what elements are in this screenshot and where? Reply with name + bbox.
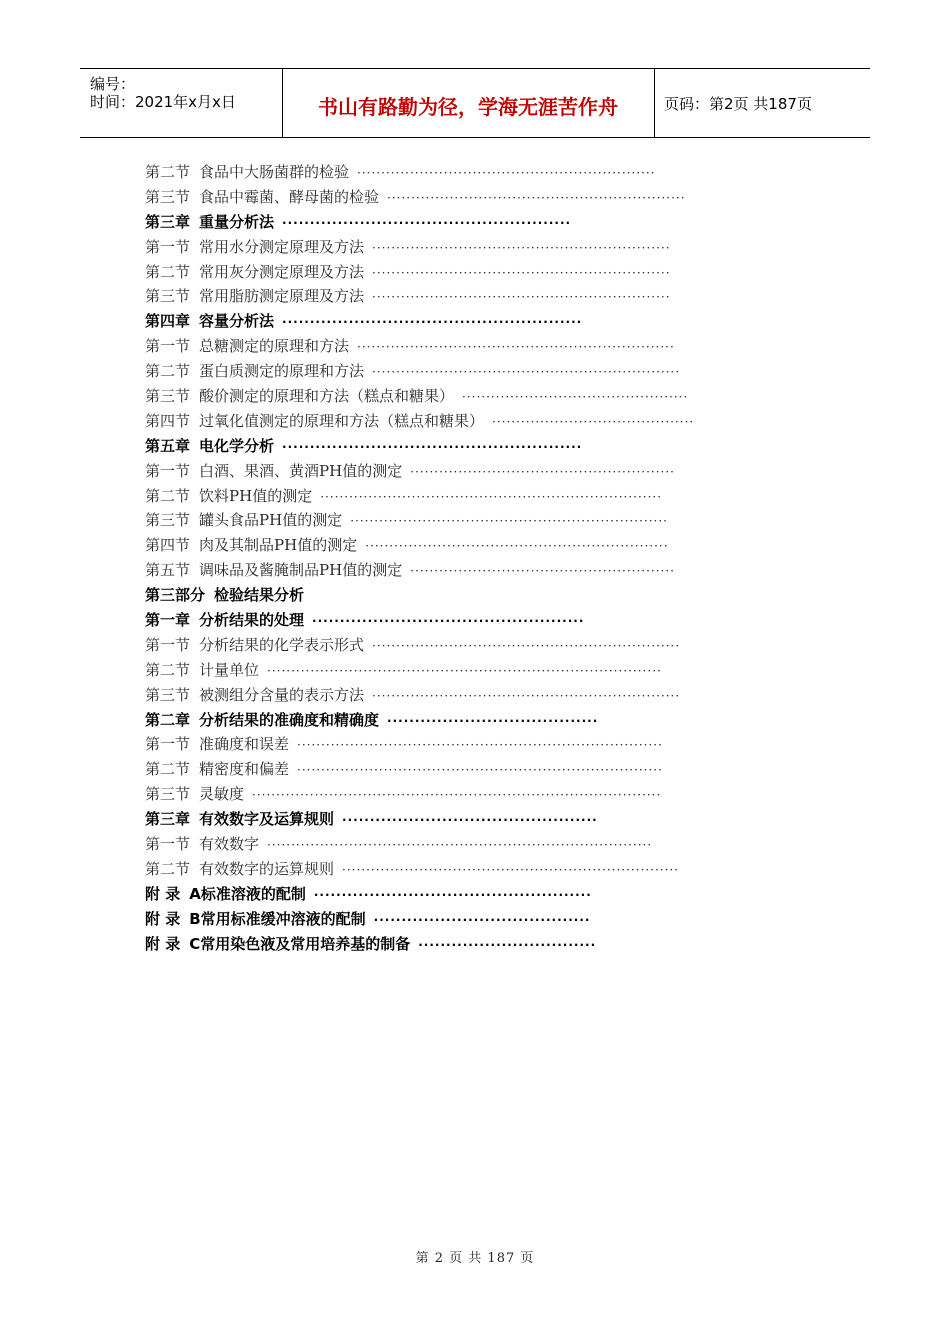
toc-entry-title: 过氧化值测定的原理和方法（糕点和糖果） [199,411,485,430]
toc-entry-title: 灵敏度 [199,785,245,804]
toc-section-entry[interactable] [145,334,785,359]
toc-chapter-entry[interactable] [145,583,785,608]
toc-entry-title: 精密度和偏差 [199,760,290,779]
doc-date-label: 时间：2021年x月x日 [90,93,236,111]
header-page-info: 页码：第2页 共187页 [664,95,812,113]
toc-section-entry[interactable] [145,558,785,583]
toc-dot-leader: ····················································································· [252,788,662,803]
toc-section-entry[interactable] [145,260,785,285]
header-page-cell [654,69,870,137]
toc-entry-label: 第二节 [145,486,191,505]
header-motto-cell [282,69,655,137]
toc-section-entry[interactable] [145,508,785,533]
toc-entry-title: 白酒、果酒、黄酒PH值的测定 [199,461,403,480]
toc-dot-leader: ··············································· [462,390,689,405]
toc-entry-title: 有效数字及运算规则 [199,810,335,829]
page-footer: 第 2 页 共 187 页 [415,1251,535,1266]
toc-entry-label: 第二章 [145,710,191,729]
toc-entry-title: 检验结果分析 [214,586,305,605]
page-header [80,68,870,138]
toc-entry-title: B常用标准缓冲溶液的配制 [189,909,366,928]
toc-entry-label: 第二节 [145,760,191,779]
toc-entry-label: 第五节 [145,561,191,580]
toc-entry-label: 第一节 [145,337,191,356]
toc-dot-leader: ···················································· [282,215,572,230]
toc-section-entry[interactable] [145,284,785,309]
toc-dot-leader: ······························································ [372,265,671,280]
toc-section-entry[interactable] [145,235,785,260]
toc-chapter-entry[interactable] [145,210,785,235]
toc-section-entry[interactable] [145,459,785,484]
toc-dot-leader: ················································································ [267,838,653,853]
header-motto: 书山有路勤为径，学海无涯苦作舟 [318,95,618,119]
toc-section-entry[interactable] [145,658,785,683]
toc-dot-leader: ······················································· [410,464,675,479]
toc-entry-label: 第二节 [145,362,191,381]
toc-section-entry[interactable] [145,832,785,857]
toc-dot-leader: ·················································· [313,887,592,902]
toc-entry-title: 有效数字的运算规则 [199,859,335,878]
table-of-contents [145,160,785,957]
toc-entry-title: 分析结果的化学表示形式 [199,635,365,654]
toc-entry-title: 重量分析法 [199,212,275,231]
toc-entry-title: A标准溶液的配制 [189,884,306,903]
toc-entry-title: 容量分析法 [199,312,275,331]
toc-section-entry[interactable] [145,409,785,434]
toc-entry-label: 第三节 [145,785,191,804]
toc-entry-label: 第五章 [145,436,191,455]
toc-entry-label: 第三节 [145,685,191,704]
toc-section-entry[interactable] [145,782,785,807]
toc-entry-label: 第一节 [145,835,191,854]
toc-entry-title: C常用染色液及常用培养基的制备 [189,934,411,953]
toc-entry-label: 第二节 [145,859,191,878]
toc-section-entry[interactable] [145,683,785,708]
toc-entry-title: 食品中大肠菌群的检验 [199,163,350,181]
toc-chapter-entry[interactable] [145,708,785,733]
toc-entry-title: 有效数字 [199,835,260,854]
toc-chapter-entry[interactable] [145,907,785,932]
toc-dot-leader: ······························································· [365,539,669,554]
toc-entry-label: 第三节 [145,387,191,406]
header-meta-cell [80,69,283,137]
toc-entry-label: 第一节 [145,735,191,754]
toc-chapter-entry[interactable] [145,608,785,633]
toc-dot-leader: ·································································· [357,340,675,355]
toc-entry-title: 常用水分测定原理及方法 [199,237,365,256]
toc-dot-leader: ······································································· [320,489,663,504]
toc-section-entry[interactable] [145,732,785,757]
toc-entry-label: 第四节 [145,411,191,430]
toc-dot-leader: ·································································· [350,514,668,529]
toc-entry-label: 第三章 [145,212,191,231]
toc-dot-leader: ······································· [373,912,591,927]
toc-entry-label: 第三节 [145,187,191,206]
toc-entry-label: 第一节 [145,237,191,256]
toc-entry-title: 被测组分含量的表示方法 [199,685,365,704]
toc-dot-leader: ············································································ [297,763,663,778]
toc-entry-title: 食品中霉菌、酵母菌的检验 [199,187,380,206]
toc-entry-title: 总糖测定的原理和方法 [199,337,350,356]
toc-entry-title: 计量单位 [199,660,260,679]
toc-entry-title: 调味品及酱腌制品PH值的测定 [199,561,403,580]
toc-entry-label: 第三节 [145,287,191,306]
toc-section-entry[interactable] [145,185,785,210]
toc-entry-title: 肉及其制品PH值的测定 [199,536,358,555]
toc-chapter-entry[interactable] [145,434,785,459]
toc-dot-leader: ································································ [372,688,681,703]
toc-dot-leader: ······················································ [282,315,583,330]
toc-entry-label: 第一章 [145,611,191,630]
toc-dot-leader: ················································· [312,614,585,629]
toc-dot-leader: ·············································· [342,813,598,828]
toc-dot-leader: ································ [418,937,597,952]
toc-entry-label: 第一节 [145,635,191,654]
toc-dot-leader: ······························································ [357,166,656,180]
toc-entry-title: 电化学分析 [199,436,275,455]
toc-dot-leader: ······························································ [372,240,671,255]
toc-dot-leader: ······················································· [410,564,675,579]
toc-chapter-entry[interactable] [145,807,785,832]
toc-chapter-entry[interactable] [145,932,785,957]
toc-entry-label: 附 录 [145,884,181,903]
toc-dot-leader: ······················································ [282,439,583,454]
toc-entry-title: 常用灰分测定原理及方法 [199,262,365,281]
toc-chapter-entry[interactable] [145,309,785,334]
toc-entry-title: 酸价测定的原理和方法（糕点和糖果） [199,387,455,406]
toc-entry-title: 常用脂肪测定原理及方法 [199,287,365,306]
toc-entry-label: 附 录 [145,909,181,928]
toc-section-entry[interactable] [145,484,785,509]
toc-dot-leader: ································································ [372,365,681,380]
toc-entry-label: 第二节 [145,660,191,679]
toc-section-entry[interactable] [145,633,785,658]
toc-entry-label: 第三部分 [145,586,206,605]
toc-entry-title: 分析结果的准确度和精确度 [199,710,380,729]
toc-section-entry[interactable] [145,384,785,409]
toc-entry-title: 蛋白质测定的原理和方法 [199,362,365,381]
toc-entry-label: 第一节 [145,461,191,480]
toc-entry-label: 第二节 [145,163,191,181]
toc-section-entry[interactable] [145,160,785,185]
toc-entry-title: 准确度和误差 [199,735,290,754]
toc-entry-title: 饮料PH值的测定 [199,486,313,505]
toc-entry-title: 罐头食品PH值的测定 [199,511,343,530]
toc-entry-label: 第三章 [145,810,191,829]
toc-entry-label: 第四章 [145,312,191,331]
toc-dot-leader: ······························································ [387,190,686,205]
toc-section-entry[interactable] [145,533,785,558]
toc-dot-leader: ······························································ [372,290,671,305]
toc-dot-leader: ································································ [372,638,681,653]
toc-section-entry[interactable] [145,757,785,782]
toc-dot-leader: ·················································································· [267,663,662,678]
toc-entry-label: 附 录 [145,934,181,953]
toc-dot-leader: ······································································ [342,862,680,877]
toc-chapter-entry[interactable] [145,882,785,907]
toc-section-entry[interactable] [145,359,785,384]
toc-dot-leader: ······································ [387,713,599,728]
toc-dot-leader: ············································································ [297,738,663,753]
toc-entry-title: 分析结果的处理 [199,611,305,630]
doc-id-label: 编号： [90,75,136,93]
toc-section-entry[interactable] [145,857,785,882]
toc-entry-label: 第二节 [145,262,191,281]
toc-dot-leader: ·········································· [492,414,695,429]
toc-entry-label: 第三节 [145,511,191,530]
toc-entry-label: 第四节 [145,536,191,555]
